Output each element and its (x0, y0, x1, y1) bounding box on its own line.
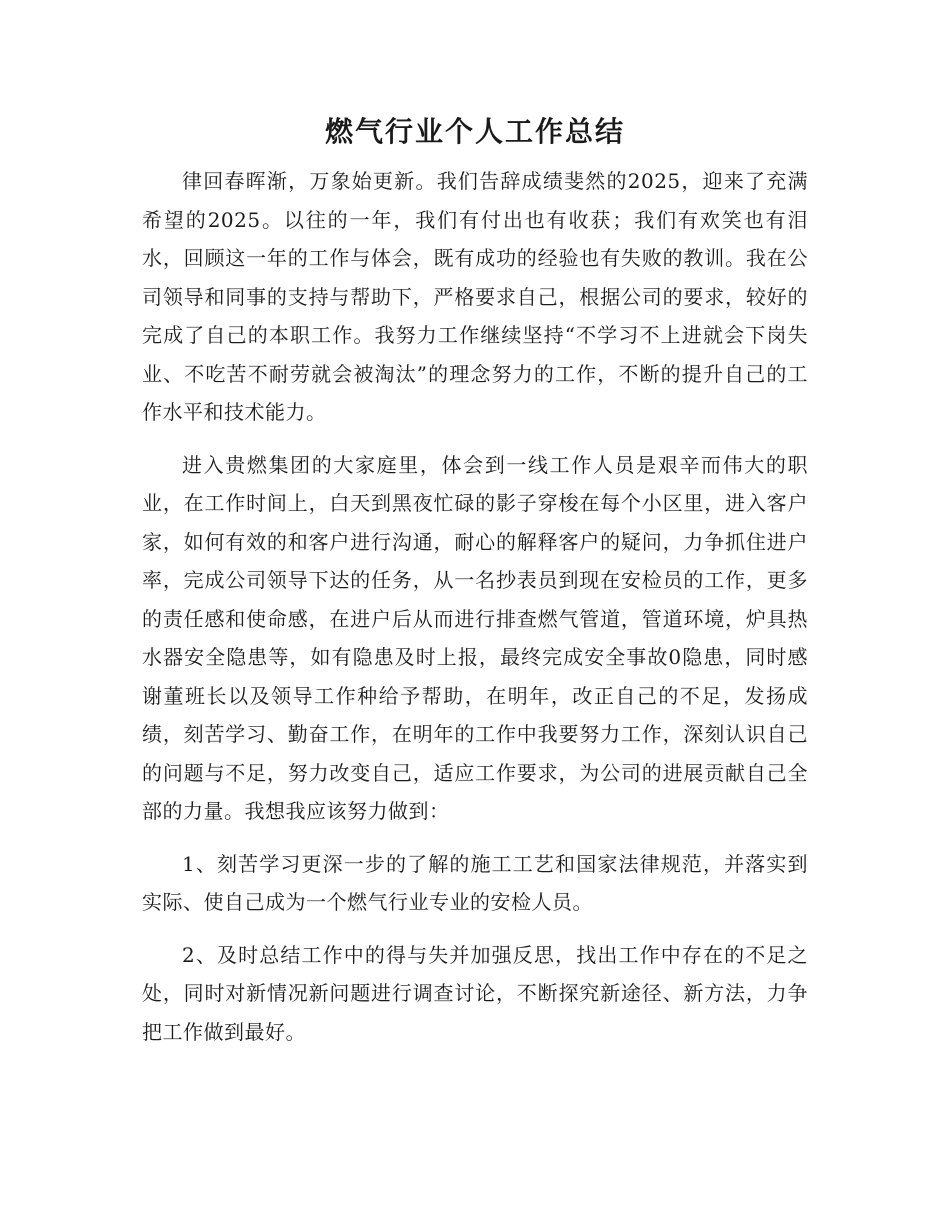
paragraph-goal-1: 1、刻苦学习更深一步的了解的施工工艺和国家法律规范，并落实到实际、使自己成为一个燃气行业专业的安检人员。 (142, 851, 808, 914)
paragraph-intro: 律回春晖渐，万象始更新。我们告辞成绩斐然的2025，迎来了充满希望的2025。以往的一年，我们有付出也有收获；我们有欢笑也有泪水，回顾这一年的工作与体会，既有成功的经验也有失败的教训。我在公司领导和同事的支持与帮助下，严格要求自己，根据公司的要求，较好的完成了自己的本职工作。我努力工作继续坚持“不学习不上进就会下岗失业、不吃苦不耐劳就会被淘汰”的理念努力的工作，不断的提升自己的工作水平和技术能力。 (142, 169, 808, 424)
paragraph-work-experience: 进入贵燃集团的大家庭里，体会到一线工作人员是艰辛而伟大的职业，在工作时间上，白天到黑夜忙碌的影子穿梭在每个小区里，进入客户家，如何有效的和客户进行沟通，耐心的解释客户的疑问，力争抓住进户率，完成公司领导下达的任务，从一名抄表员到现在安检员的工作，更多的责任感和使命感，在进户后从而进行排查燃气管道，管道环境，炉具热水器安全隐患等，如有隐患及时上报，最终完成安全事故0隐患，同时感谢董班长以及领导工作种给予帮助，在明年，改正自己的不足，发扬成绩，刻苦学习、勤奋工作，在明年的工作中我要努力工作，深刻认识自己的问题与不足，努力改变自己，适应工作要求，为公司的进展贡献自己全部的力量。我想我应该努力做到： (142, 452, 808, 823)
document-body (142, 162, 808, 1065)
document-title: 燃气行业个人工作总结 (324, 115, 625, 148)
paragraph-goal-2: 2、及时总结工作中的得与失并加强反思，找出工作中存在的不足之处，同时对新情况新问题进行调查讨论，不断探究新途径、新方法，力争把工作做到最好。 (142, 942, 808, 1044)
